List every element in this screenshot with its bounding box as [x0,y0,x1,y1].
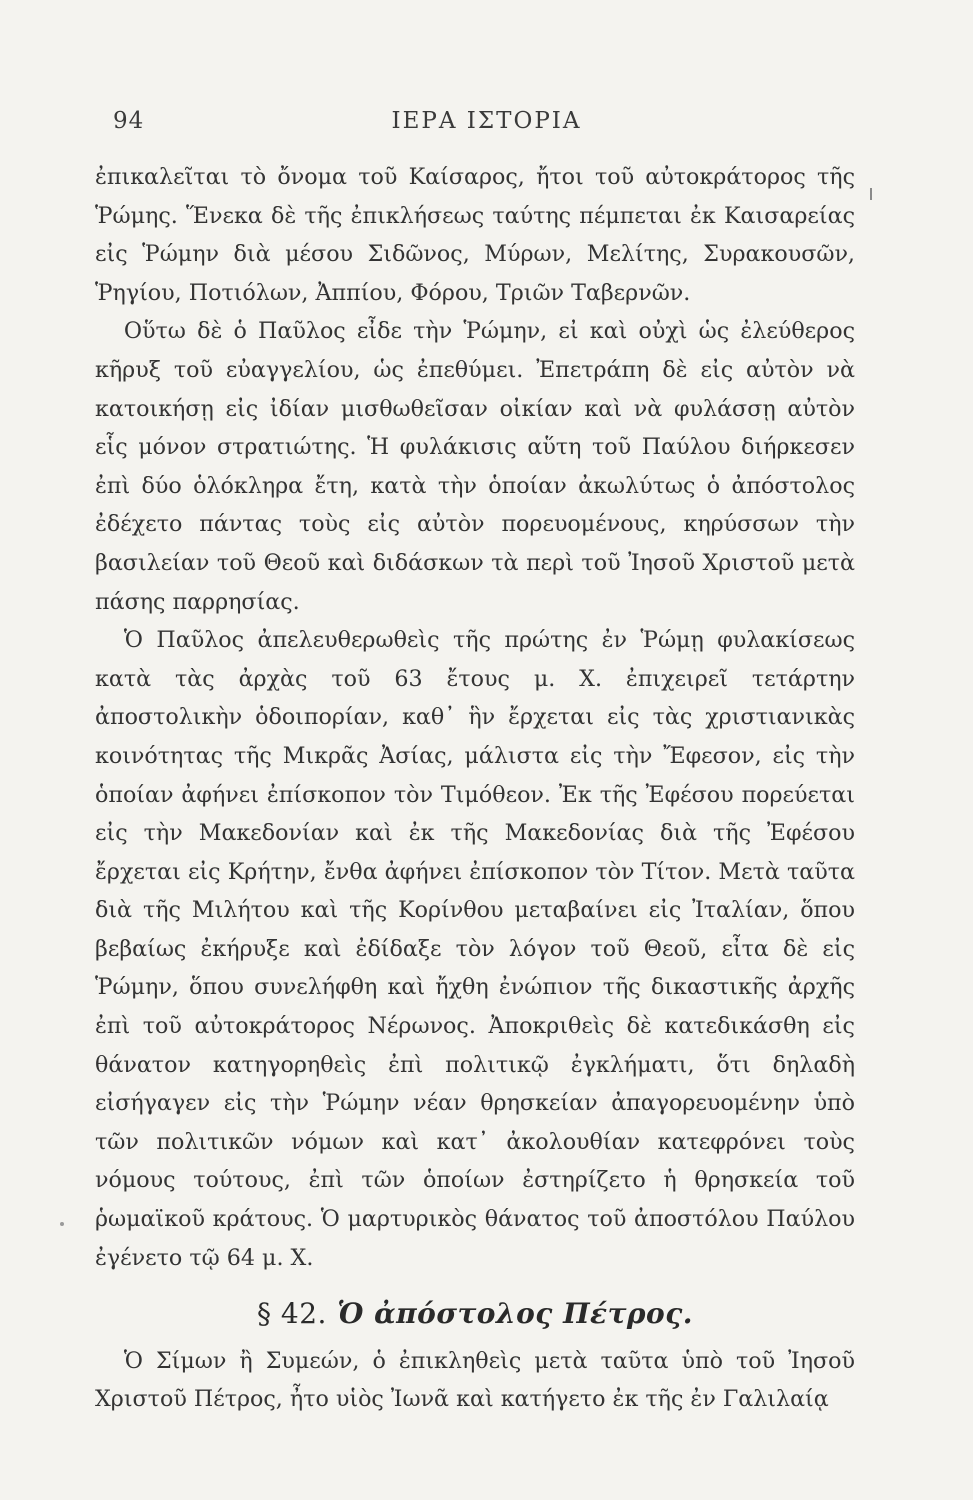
scan-speck [60,1222,64,1226]
section-number: § 42. [257,1297,327,1331]
paragraph-fourth-journey: Ὁ Παῦλος ἀπελευθερωθεὶς τῆς πρώτης ἐν Ῥώμῃ φυλακίσεως κατὰ τὰς ἀρχὰς τοῦ 63 ἔτους μ. Χ. ἐπιχειρεῖ τετάρτην ἀποστολικὴν ὁδοιπορίαν, καθ᾽ ἣν ἔρχεται εἰς τὰς χριστιανικὰς κοινότητας τῆς Μικρᾶς Ἀσίας, μάλιστα εἰς τὴν Ἔφεσον, εἰς τὴν ὁποίαν ἀφήνει ἐπίσκοπον τὸν Τιμόθεον. Ἐκ τῆς Ἐφέσου πορεύεται εἰς τὴν Μακεδονίαν καὶ ἐκ τῆς Μακεδονίας διὰ τῆς Ἐφέσου ἔρχεται εἰς Κρήτην, ἔνθα ἀφήνει ἐπίσκοπον τὸν Τίτον. Μετὰ ταῦτα διὰ τῆς Μιλήτου καὶ τῆς Κορίνθου μεταβαίνει εἰς Ἰταλίαν, ὅπου βεβαίως ἐκήρυξε καὶ ἐδίδαξε τὸν λόγον τοῦ Θεοῦ, εἶτα δὲ εἰς Ῥώμην, ὅπου συνελήφθη καὶ ἤχθη ἐνώπιον τῆς δικαστικῆς ἀρχῆς ἐπὶ τοῦ αὐτοκράτορος Νέρωνος. Ἀποκριθεὶς δὲ κατεδικάσθη εἰς θάνατον κατηγορηθεὶς ἐπὶ πολιτικῷ ἐγκλήματι, ὅτι δηλαδὴ εἰσήγαγεν εἰς τὴν Ῥώμην νέαν θρησκείαν ἀπαγορευομένην ὑπὸ τῶν πολιτικῶν νόμων καὶ κατ᾽ ἀκολουθίαν κατεφρόνει τοὺς νόμους τούτους, ἐπὶ τῶν ὁποίων ἐστηρίζετο ἡ θρησκεία τοῦ ῥωμαϊκοῦ κράτους. Ὁ μαρτυρικὸς θάνατος τοῦ ἀποστόλου Παύλου ἐγένετο τῷ 64 μ. Χ. [95,627,855,1271]
page-number: 94 [113,108,145,134]
running-title: ΙΕΡΑ ΙΣΤΟΡΙΑ [391,108,582,134]
margin-mark [870,188,872,200]
section-heading [95,1295,855,1334]
paragraph-peter-intro: Ὁ Σίμων ἢ Συμεών, ὁ ἐπικληθεὶς μετὰ ταῦτα ὑπὸ τοῦ Ἰησοῦ Χριστοῦ Πέτρος, ἦτο υἱὸς Ἰωνᾶ καὶ κατήγετο ἐκ τῆς ἐν Γαλιλαίᾳ [95,1347,855,1413]
running-head [95,108,878,148]
section-title: Ὁ ἀπόστολος Πέτρος. [337,1297,693,1331]
paragraph-paul-in-rome: Οὕτω δὲ ὁ Παῦλος εἶδε τὴν Ῥώμην, εἰ καὶ οὐχὶ ὡς ἐλεύθερος κῆρυξ τοῦ εὐαγγελίου, ὡς ἐπεθύμει. Ἐπετράπη δὲ εἰς αὐτὸν νὰ κατοικήσῃ εἰς ἰδίαν μισθωθεῖσαν οἰκίαν καὶ νὰ φυλάσσῃ αὐτὸν εἷς μόνον στρατιώτης. Ἡ φυλάκισις αὕτη τοῦ Παύλου διήρκεσεν ἐπὶ δύο ὁλόκληρα ἔτη, κατὰ τὴν ὁποίαν ἀκωλύτως ὁ ἀπόστολος ἐδέχετο πάντας τοὺς εἰς αὐτὸν πορευομένους, κηρύσσων τὴν βασιλείαν τοῦ Θεοῦ καὶ διδάσκων τὰ περὶ τοῦ Ἰησοῦ Χριστοῦ μετὰ πάσης παρρησίας. [95,318,855,615]
paragraph-continuation: ἐπικαλεῖται τὸ ὄνομα τοῦ Καίσαρος, ἤτοι τοῦ αὐτοκράτορος τῆς Ῥώμης. Ἕνεκα δὲ τῆς ἐπικλήσεως ταύτης πέμπεται ἐκ Καισαρείας εἰς Ῥώμην διὰ μέσου Σιδῶνος, Μύρων, Μελίτης, Συρακουσῶν, Ῥηγίου, Ποτιόλων, Ἀππίου, Φόρου, Τριῶν Ταβερνῶν. [95,164,855,306]
body-text [95,158,855,1419]
